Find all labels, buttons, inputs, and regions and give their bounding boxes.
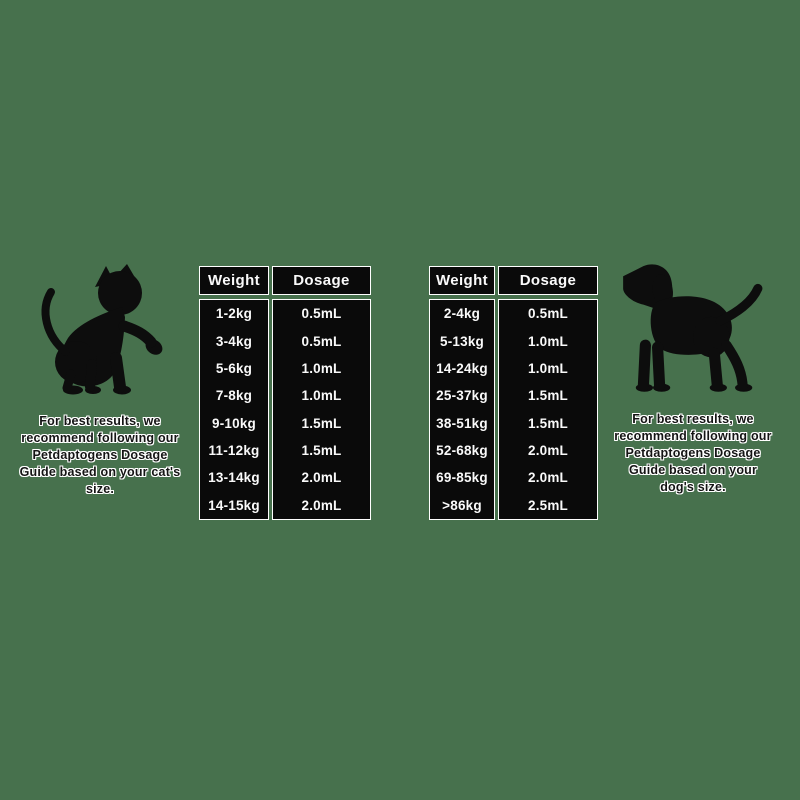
dog-dosage-cell: 1.5mL [527,388,569,404]
cat-dosage-cell: 2.0mL [301,470,342,486]
dog-weight-column [429,299,495,520]
dog-weight-cell: 14-24kg [436,360,488,376]
cat-weight-cell: 11-12kg [208,443,260,459]
cat-dosage-cell: 0.5mL [301,333,342,349]
cat-caption-line: Guide based on your cat's [19,465,181,479]
dog-dosage-cell: 1.0mL [527,360,569,376]
dog-weight-cell: 38-51kg [436,415,488,431]
cat-dosage-column [272,299,371,520]
cat-weight-cell: 14-15kg [208,497,260,513]
dog-dosage-column [498,299,598,520]
dog-weight-cell: 2-4kg [443,306,481,322]
dog-dosage-cell: 1.5mL [527,415,569,431]
dog-dosage-header: Dosage [498,266,598,295]
cat-caption-line: recommend following our [21,431,179,445]
cat-dosage-cell: 1.5mL [301,443,342,459]
cat-silhouette-icon [30,262,170,402]
cat-dosage-header: Dosage [272,266,371,295]
cat-caption [10,413,190,498]
cat-weight-cell: 5-6kg [215,360,253,376]
dog-caption [603,411,783,496]
dog-silhouette-icon [613,260,770,402]
dog-weight-cell: 25-37kg [436,388,488,404]
cat-caption-line: Petdaptogens Dosage [32,448,168,462]
cat-dosage-cell: 1.0mL [301,388,342,404]
cat-weight-header: Weight [199,266,269,295]
cat-caption-line: size. [85,482,115,496]
dog-weight-header: Weight [429,266,495,295]
dog-weight-cell: 69-85kg [436,470,488,486]
cat-weight-cell: 1-2kg [215,306,253,322]
cat-caption-line: For best results, we [39,414,161,428]
cat-weight-cell: 9-10kg [212,415,256,431]
cat-dosage-cell: 1.5mL [301,415,342,431]
cat-weight-cell: 7-8kg [215,388,253,404]
dog-weight-cell: 52-68kg [436,443,488,459]
cat-weight-column [199,299,269,520]
dog-weight-cell: >86kg [442,497,482,513]
dog-caption-line: For best results, we [632,412,754,426]
cat-dosage-cell: 0.5mL [301,306,342,322]
dog-caption-line: recommend following our [614,429,772,443]
cat-weight-cell: 3-4kg [215,333,253,349]
dog-dosage-cell: 2.5mL [527,497,569,513]
cat-dosage-cell: 1.0mL [301,360,342,376]
dog-caption-line: dog's size. [660,480,726,494]
dog-caption-line: Petdaptogens Dosage [625,446,761,460]
dog-dosage-cell: 1.0mL [527,333,569,349]
dog-dosage-cell: 2.0mL [527,443,569,459]
dog-dosage-cell: 0.5mL [527,306,569,322]
dog-caption-line: Guide based on your [628,463,758,477]
dog-weight-cell: 5-13kg [440,333,484,349]
cat-weight-cell: 13-14kg [208,470,260,486]
cat-dosage-cell: 2.0mL [301,497,342,513]
dog-dosage-cell: 2.0mL [527,470,569,486]
